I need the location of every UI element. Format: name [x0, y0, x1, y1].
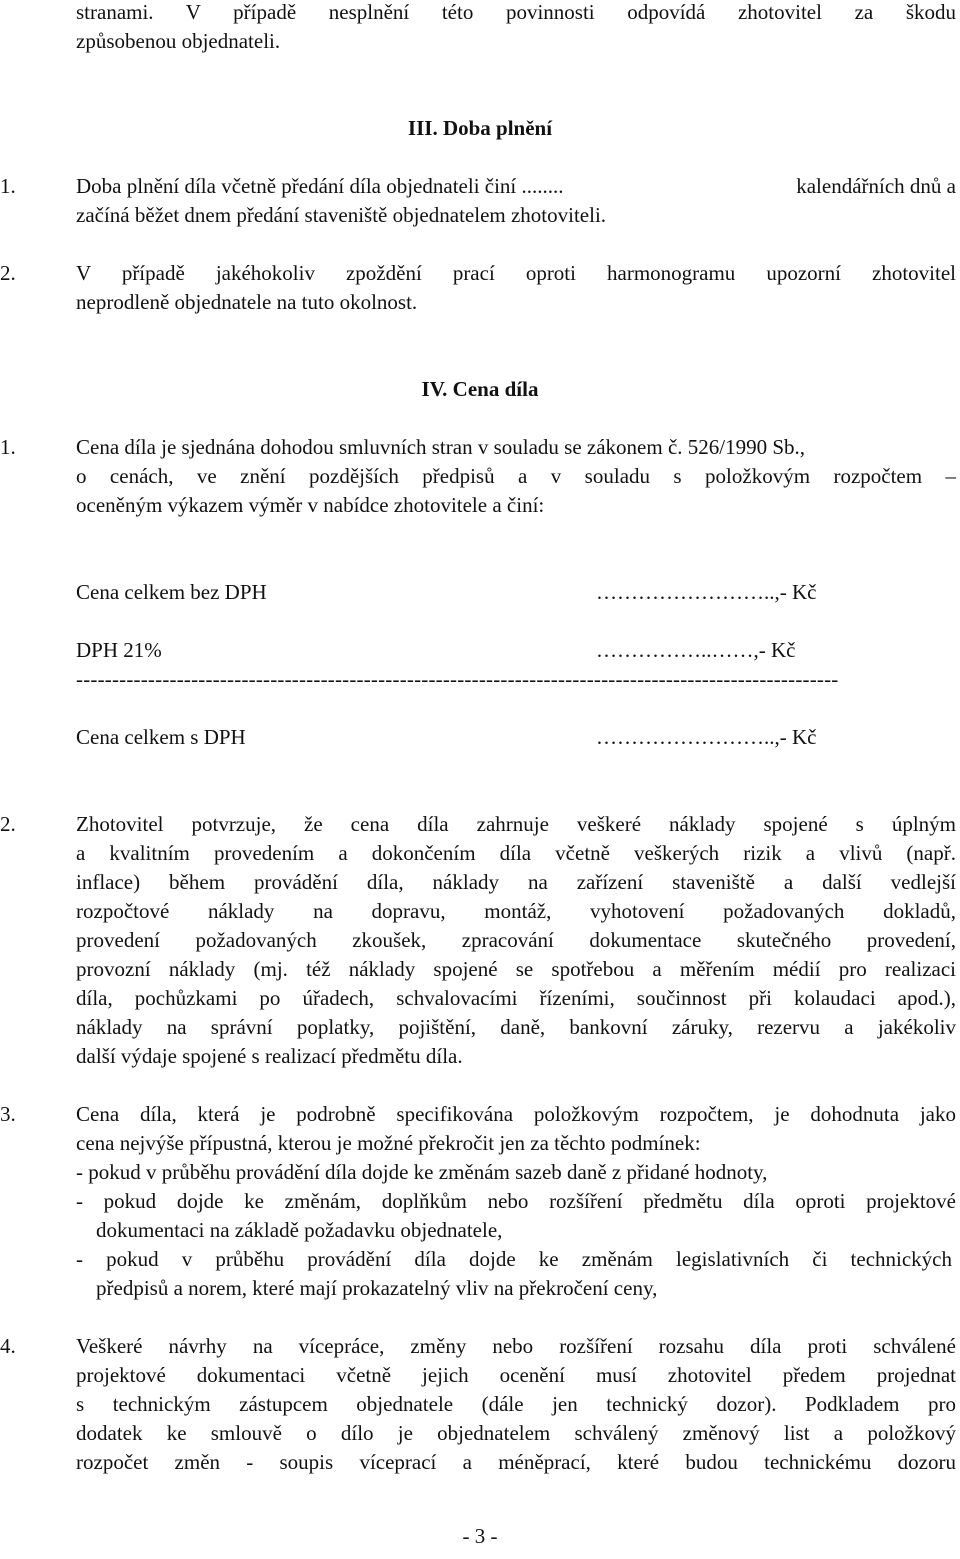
section-heading-iii: III. Doba plnění [407, 116, 553, 140]
bullet-line: - pokud dojde ke změnám, doplňkům nebo rozšíření předmětu díla oproti projektové [76, 1189, 956, 1213]
list-number: 1. [0, 174, 16, 198]
paragraph-line: rozpočtové náklady na dopravu, montáž, vyhotovení požadovaných dokladů, [76, 899, 956, 923]
paragraph-line: Cena díla, která je podrobně specifikována položkovým rozpočtem, je dohodnuta jako [76, 1102, 956, 1126]
paragraph-line: Zhotovitel potvrzuje, že cena díla zahrnuje veškeré náklady spojené s úplným [76, 812, 956, 836]
price-vat-label: DPH 21% [76, 638, 162, 662]
price-net-value: ……………………..,- Kč [596, 580, 817, 604]
paragraph-line: neprodleně objednatele na tuto okolnost. [76, 290, 418, 314]
paragraph-line: Cena díla je sjednána dohodou smluvních stran v souladu se zákonem č. 526/1990 Sb., [76, 435, 806, 459]
list-number: 4. [0, 1334, 16, 1358]
paragraph-line: projektové dokumentaci včetně jejich ocenění musí zhotovitel předem projednat [76, 1363, 956, 1387]
bullet-line: - pokud v průběhu provádění díla dojde ke změnám legislativních či technických [76, 1247, 952, 1271]
paragraph-line: začíná běžet dnem předání staveniště objednatelem zhotoviteli. [76, 203, 607, 227]
price-vat-value: ……………..……,- Kč [596, 638, 796, 662]
bullet-continuation: dokumentaci na základě požadavku objednatele, [96, 1218, 503, 1242]
paragraph-line: a kvalitním provedením a dokončením díla včetně veškerých rizik a vlivů (např. [76, 841, 956, 865]
paragraph-line: s technickým zástupcem objednatele (dále jen technický dozor). Podkladem pro [76, 1392, 956, 1416]
list-number: 3. [0, 1102, 16, 1126]
dashed-separator: ---------------------------------------------------------------------------------------------------------- [76, 667, 839, 691]
paragraph-line: inflace) během provádění díla, náklady na zařízení staveniště a další vedlejší [76, 870, 956, 894]
list-number: 2. [0, 812, 16, 836]
paragraph-line: způsobenou objednateli. [76, 29, 281, 53]
paragraph-line: V případě jakéhokoliv zpoždění prací oproti harmonogramu upozorní zhotovitel [76, 261, 956, 285]
paragraph-line: díla, pochůzkami po úřadech, schvalovacími řízeními, součinnost při kolaudaci apod.), [76, 986, 956, 1010]
bullet-continuation: předpisů a norem, které mají prokazatelný vliv na překročení ceny, [96, 1276, 658, 1300]
paragraph-line: stranami. V případě nesplnění této povinnosti odpovídá zhotovitel za škodu [76, 0, 956, 24]
paragraph-line: dodatek ke smlouvě o dílo je objednatelem schválený změnový list a položkový [76, 1421, 956, 1445]
price-gross-value: ……………………..,- Kč [596, 725, 817, 749]
page-number: - 3 - [462, 1524, 498, 1548]
paragraph-line: provedení požadovaných zkoušek, zpracování dokumentace skutečného provedení, [76, 928, 956, 952]
list-number: 2. [0, 261, 16, 285]
paragraph-line: rozpočet změn - soupis víceprací a méněprací, které budou technickému dozoru [76, 1450, 956, 1474]
price-net-label: Cena celkem bez DPH [76, 580, 267, 604]
price-gross-label: Cena celkem s DPH [76, 725, 246, 749]
paragraph-line: Doba plnění díla včetně předání díla objednateli činí ........ [76, 174, 564, 198]
bullet-line: - pokud v průběhu provádění díla dojde ke změnám sazeb daně z přidané hodnoty, [76, 1160, 768, 1184]
paragraph-line: oceněným výkazem výměr v nabídce zhotovitele a činí: [76, 493, 545, 517]
paragraph-line: provozní náklady (mj. též náklady spojené se spotřebou a měřením médií pro realizaci [76, 957, 956, 981]
paragraph-line: náklady na správní poplatky, pojištění, daně, bankovní záruky, rezervu a jakékoliv [76, 1015, 956, 1039]
paragraph-line: další výdaje spojené s realizací předmětu díla. [76, 1044, 463, 1068]
paragraph-line: Veškeré návrhy na vícepráce, změny nebo rozšíření rozsahu díla proti schválené [76, 1334, 956, 1358]
paragraph-line: cena nejvýše přípustná, kterou je možné překročit jen za těchto podmínek: [76, 1131, 701, 1155]
paragraph-line: kalendářních dnů a [796, 174, 956, 198]
paragraph-line: o cenách, ve znění pozdějších předpisů a v souladu s položkovým rozpočtem – [76, 464, 956, 488]
section-heading-iv: IV. Cena díla [421, 377, 539, 401]
list-number: 1. [0, 435, 16, 459]
